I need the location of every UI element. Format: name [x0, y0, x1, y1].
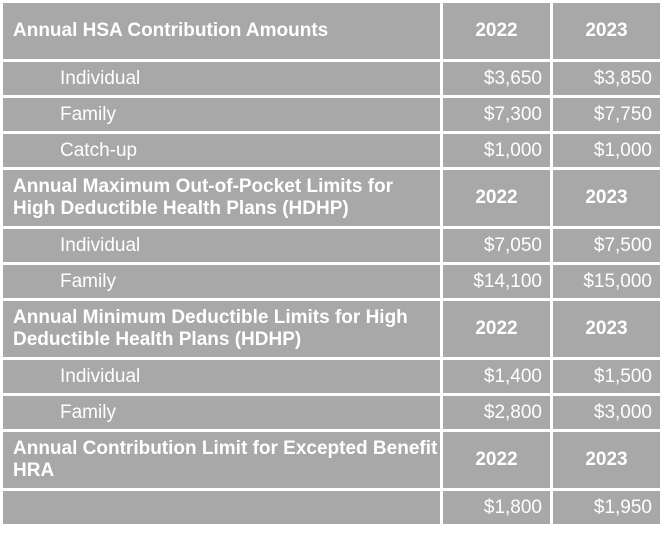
row-label: Catch-up [2, 133, 442, 169]
value-cell: $3,000 [552, 395, 660, 431]
section-header-minimum-deductible [2, 300, 660, 359]
section-title: Annual Maximum Out-of-Pocket Limits for High Deductible Health Plans (HDHP) [2, 169, 442, 228]
row-label: Family [2, 395, 442, 431]
row-label: Family [2, 97, 442, 133]
table-row [2, 228, 660, 264]
value-cell: $3,850 [552, 61, 660, 97]
table-row [2, 97, 660, 133]
value-cell: $7,300 [442, 97, 552, 133]
value-cell: $7,050 [442, 228, 552, 264]
year-header: 2022 [442, 431, 552, 490]
value-cell: $7,750 [552, 97, 660, 133]
table-row [2, 61, 660, 97]
table-row [2, 490, 660, 526]
section-header-excepted-benefit-hra [2, 431, 660, 490]
value-cell: $1,800 [442, 490, 552, 526]
table-row [2, 359, 660, 395]
year-header: 2023 [552, 431, 660, 490]
year-header: 2022 [442, 169, 552, 228]
year-header: 2022 [442, 300, 552, 359]
value-cell: $1,000 [442, 133, 552, 169]
value-cell: $3,650 [442, 61, 552, 97]
value-cell: $14,100 [442, 264, 552, 300]
section-title: Annual HSA Contribution Amounts [2, 2, 442, 61]
value-cell: $1,000 [552, 133, 660, 169]
row-label: Individual [2, 61, 442, 97]
value-cell: $1,500 [552, 359, 660, 395]
row-label: Individual [2, 359, 442, 395]
year-header: 2022 [442, 2, 552, 61]
year-header: 2023 [552, 169, 660, 228]
year-header: 2023 [552, 2, 660, 61]
section-title: Annual Contribution Limit for Excepted Benefit HRA [2, 431, 442, 490]
row-label [2, 490, 442, 526]
section-header-hsa-contribution [2, 2, 660, 61]
row-label: Individual [2, 228, 442, 264]
row-label: Family [2, 264, 442, 300]
section-header-out-of-pocket [2, 169, 660, 228]
value-cell: $1,400 [442, 359, 552, 395]
value-cell: $15,000 [552, 264, 660, 300]
table-row [2, 395, 660, 431]
table-row [2, 264, 660, 300]
value-cell: $1,950 [552, 490, 660, 526]
table-row [2, 133, 660, 169]
value-cell: $2,800 [442, 395, 552, 431]
section-title: Annual Minimum Deductible Limits for High Deductible Health Plans (HDHP) [2, 300, 442, 359]
value-cell: $7,500 [552, 228, 660, 264]
year-header: 2023 [552, 300, 660, 359]
